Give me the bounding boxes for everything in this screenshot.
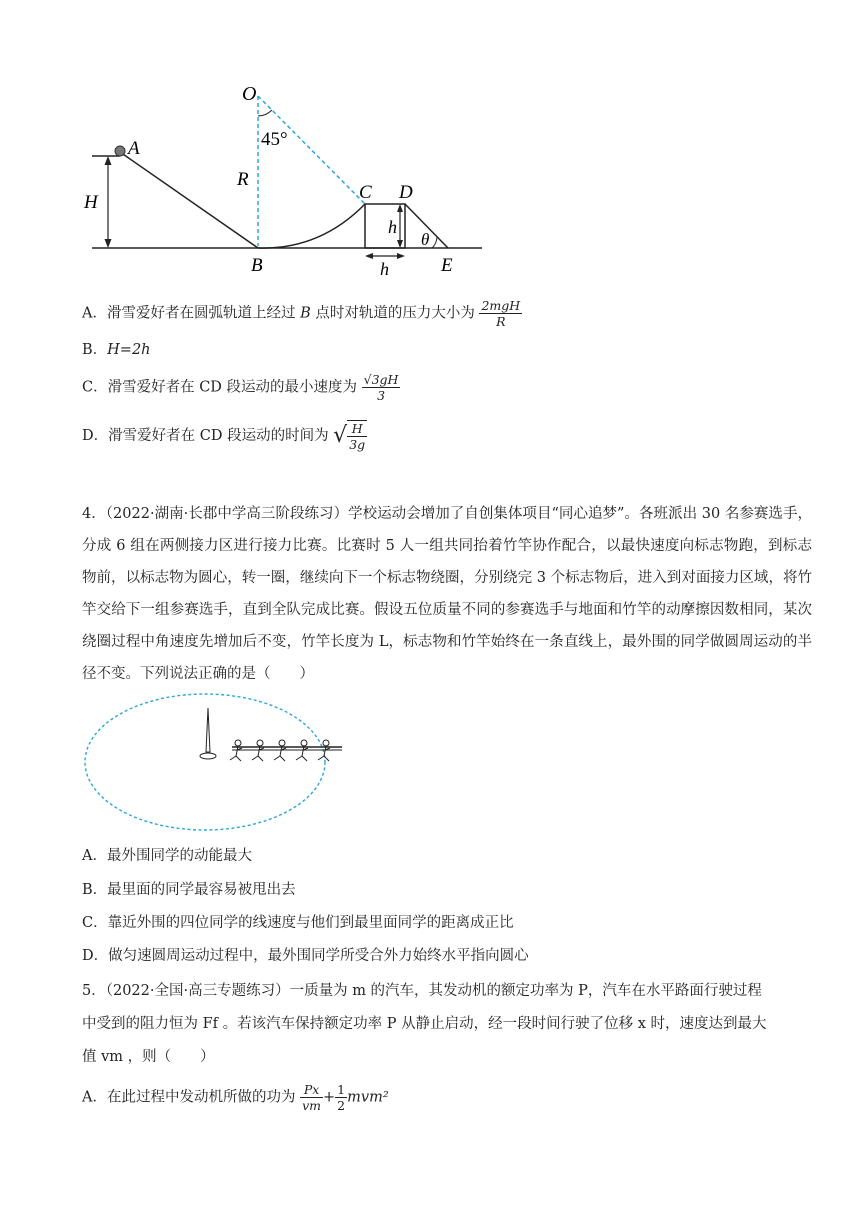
q3-option-b-label: B． xyxy=(82,342,108,358)
q3-option-a[interactable] xyxy=(82,298,522,329)
fraction-denominator: 2 xyxy=(337,1098,346,1113)
q4-stem xyxy=(82,498,812,690)
q4-option-d-text: D．做匀速圆周运动过程中，最外围同学所受合外力始终水平指向圆心 xyxy=(82,948,529,964)
q3-option-a-text2: 点时对轨道的压力大小为 xyxy=(315,305,475,322)
q5-stem-line3 xyxy=(82,1047,215,1067)
q4-option-c[interactable] xyxy=(82,913,514,933)
q5-stem-line3-text: 值 vm ，则（ ） xyxy=(82,1049,215,1065)
relay-diagram xyxy=(80,690,360,835)
label-h-horizontal: h xyxy=(380,259,389,279)
q3-option-d-fraction xyxy=(347,420,367,452)
theta-arc xyxy=(432,237,437,248)
marker-base xyxy=(200,753,216,759)
label-h-vertical: h xyxy=(388,217,397,237)
fraction-denominator: 3g xyxy=(349,437,366,452)
radius-OC-line xyxy=(258,96,365,204)
q3-option-b[interactable] xyxy=(82,340,151,360)
q5-option-a-fraction2 xyxy=(335,1082,347,1113)
track-diagram xyxy=(80,80,490,280)
q5-stem-line1 xyxy=(82,981,762,1001)
ramp-line xyxy=(120,152,258,248)
q5-stem-line2 xyxy=(82,1014,767,1034)
label-H: H xyxy=(84,192,98,213)
fraction-numerator: H xyxy=(347,421,367,437)
fraction-denominator: R xyxy=(496,314,506,329)
q3-option-c[interactable] xyxy=(82,372,400,403)
fraction-numerator: 1 xyxy=(337,1082,346,1097)
marker-post-icon xyxy=(206,708,210,752)
q3-option-c-text: C．滑雪爱好者在 CD 段运动的最小速度为 xyxy=(82,379,358,396)
q4-option-a[interactable] xyxy=(82,846,252,866)
q5-option-a[interactable] xyxy=(82,1082,389,1113)
fraction-numerator: Px xyxy=(300,1082,323,1098)
q4-option-b-text: B．最里面的同学最容易被甩出去 xyxy=(82,882,296,898)
q3-option-a-text: A．滑雪爱好者在圆弧轨道上经过 xyxy=(82,305,296,322)
q3-option-a-var: B xyxy=(300,305,311,322)
label-D: D xyxy=(399,182,413,203)
label-A: A xyxy=(128,138,140,159)
fraction-denominator: vm xyxy=(302,1098,322,1113)
q3-option-a-fraction xyxy=(479,298,522,329)
arc-track xyxy=(258,204,365,248)
q5-stem-line2-text: 中受到的阻力恒为 Ff 。若该汽车保持额定功率 P 从静止启动，经一段时间行驶了位移 x 时，速度达到最大 xyxy=(82,1016,767,1032)
q3-option-c-fraction xyxy=(362,372,401,403)
label-angle: 45° xyxy=(261,129,288,150)
orbit-ellipse xyxy=(85,694,325,830)
fraction-numerator: 2mgH xyxy=(481,298,521,313)
q3-option-d[interactable] xyxy=(82,420,367,452)
label-R: R xyxy=(237,169,249,190)
fraction-denominator: 3 xyxy=(377,388,386,403)
q5-option-a-tail: mvm² xyxy=(347,1089,389,1106)
label-theta: θ xyxy=(421,230,430,249)
q3-option-d-text: D．滑雪爱好者在 CD 段运动的时间为 xyxy=(82,428,329,444)
q4-option-b[interactable] xyxy=(82,880,296,900)
q5-option-a-fraction1 xyxy=(300,1082,323,1113)
q5-option-a-text: A．在此过程中发动机所做的功为 xyxy=(82,1089,296,1106)
ball-icon xyxy=(115,146,125,156)
q5-stem-line1-text: 5．（2022·全国·高三专题练习）一质量为 m 的汽车，其发动机的额定功率为 P，汽车在水平路面行驶过程 xyxy=(82,983,762,999)
plus-sign: + xyxy=(323,1089,336,1106)
label-C: C xyxy=(359,182,372,203)
fraction-numerator: √3gH xyxy=(363,372,399,387)
q3-option-b-text: H=2h xyxy=(107,342,151,358)
label-B: B xyxy=(251,255,263,276)
label-O: O xyxy=(242,83,257,105)
angle-arc xyxy=(258,110,272,116)
label-E: E xyxy=(441,255,453,276)
q4-option-a-text: A．最外围同学的动能最大 xyxy=(82,848,252,864)
sqrt-icon: √ xyxy=(333,423,348,448)
q4-stem-text: 4．（2022·湖南·长郡中学高三阶段练习）学校运动会增加了自创集体项目“同心追梦”。各班派出 30 名参赛选手，分成 6 组在两侧接力区进行接力比赛。比赛时 5 人一组共同抬着竹竿协作配合，以最快速度向标志物跑，到标志物前，以标志物为圆心，转一圈，继续向下一个标志物绕圈，分别绕完 3 个标志物后，进入到对面接力区域，将竹竿交给下一组参赛选手，直到全队完成比赛。假设五位质量不同的参赛选手与地面和竹竿的动摩擦因数相同，某次绕圈过程中角速度先增加后不变，竹竿长度为 L，标志物和竹竿始终在一条直线上，最外围的同学做圆周运动的半径不变。下列说法正确的是（ ） xyxy=(82,506,812,682)
q4-option-d[interactable] xyxy=(82,946,529,966)
q4-option-c-text: C．靠近外围的四位同学的线速度与他们到最里面同学的距离成正比 xyxy=(82,915,514,931)
